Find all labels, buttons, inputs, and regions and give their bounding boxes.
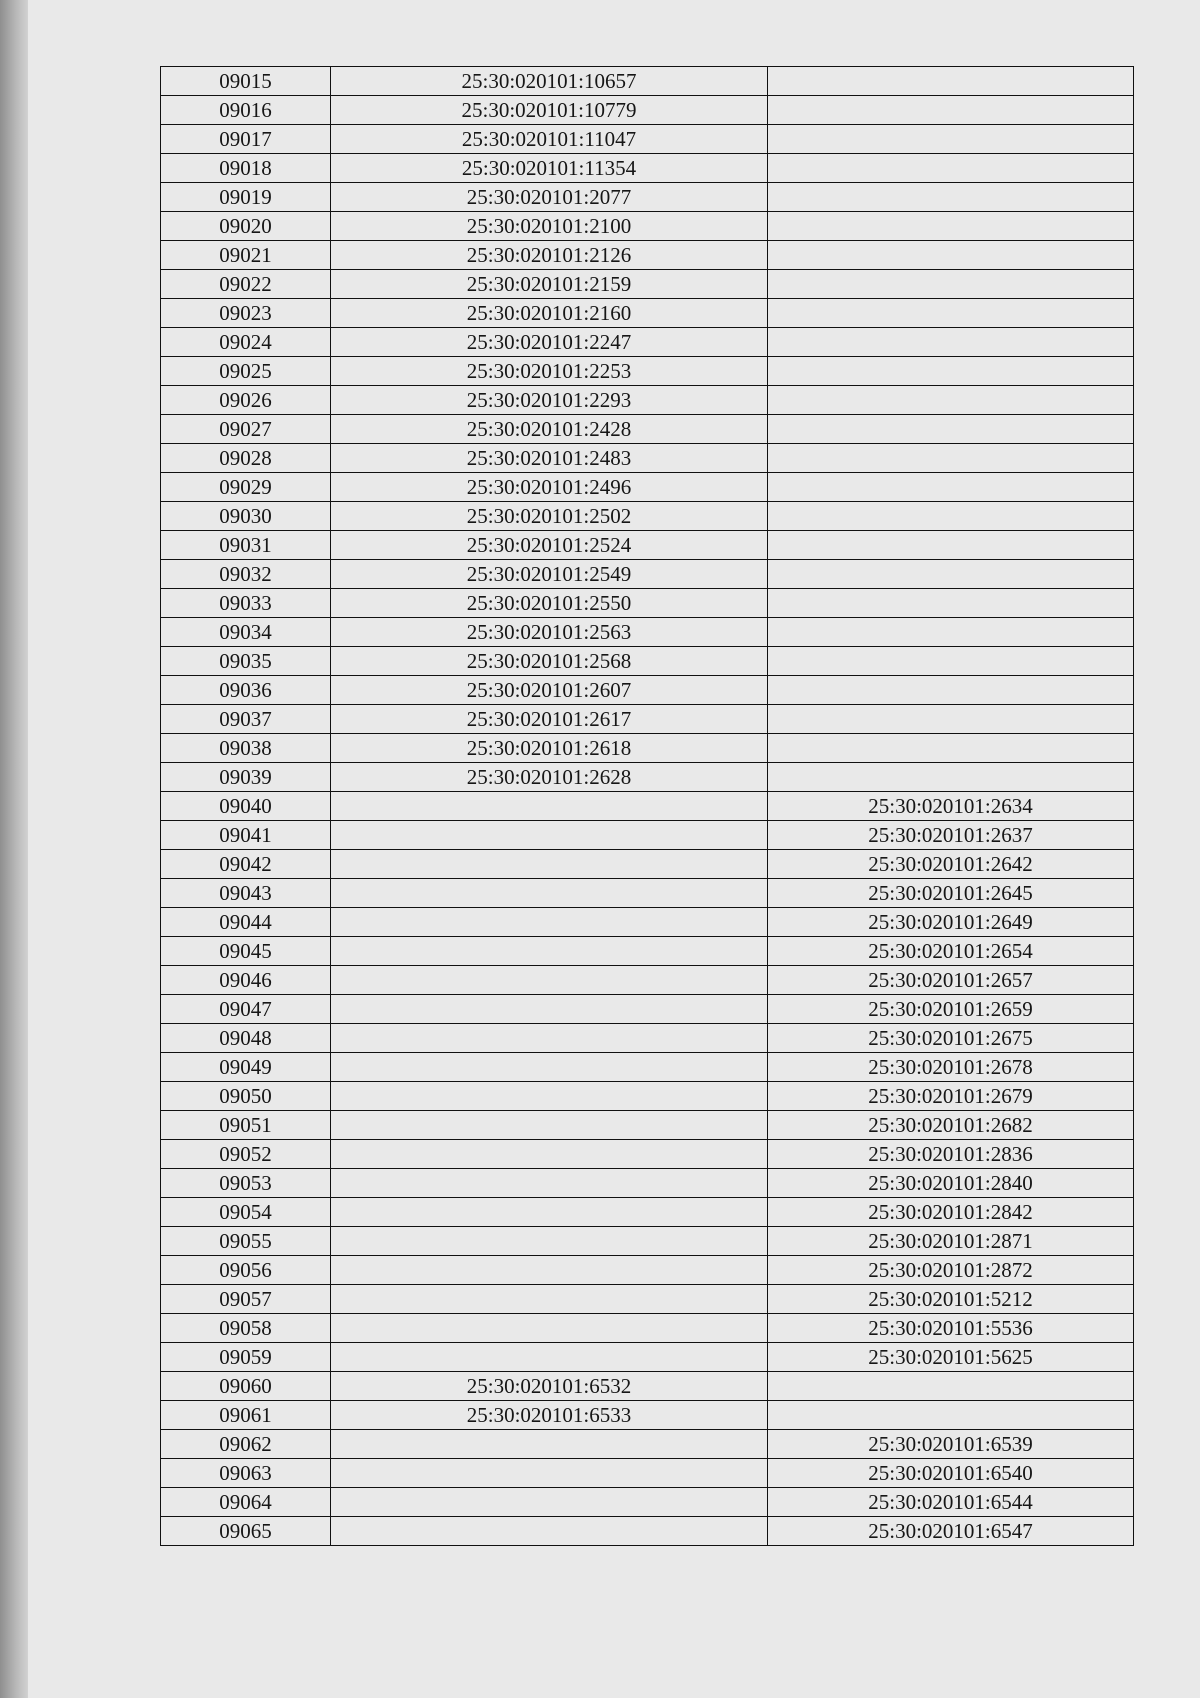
cadastral-number-cell-b xyxy=(768,647,1134,676)
cadastral-number-cell-a xyxy=(331,966,768,995)
cadastral-number-cell-a: 25:30:020101:11047 xyxy=(331,125,768,154)
cadastral-number-cell-b: 25:30:020101:5625 xyxy=(768,1343,1134,1372)
row-number-cell: 09035 xyxy=(161,647,331,676)
row-number-cell: 09058 xyxy=(161,1314,331,1343)
row-number-cell: 09032 xyxy=(161,560,331,589)
cadastral-number-cell-b: 25:30:020101:5536 xyxy=(768,1314,1134,1343)
cadastral-number-cell-a: 25:30:020101:2550 xyxy=(331,589,768,618)
row-number-cell: 09024 xyxy=(161,328,331,357)
row-number-cell: 09047 xyxy=(161,995,331,1024)
cadastral-number-cell-b: 25:30:020101:2842 xyxy=(768,1198,1134,1227)
cadastral-number-cell-b xyxy=(768,241,1134,270)
table-row xyxy=(161,937,1134,966)
row-number-cell: 09065 xyxy=(161,1517,331,1546)
cadastral-number-cell-b xyxy=(768,560,1134,589)
row-number-cell: 09038 xyxy=(161,734,331,763)
row-number-cell: 09019 xyxy=(161,183,331,212)
row-number-cell: 09018 xyxy=(161,154,331,183)
cadastral-number-cell-a: 25:30:020101:10779 xyxy=(331,96,768,125)
table-row xyxy=(161,763,1134,792)
cadastral-number-cell-b: 25:30:020101:2679 xyxy=(768,1082,1134,1111)
cadastral-number-cell-b xyxy=(768,125,1134,154)
cadastral-number-table xyxy=(160,66,1134,1546)
row-number-cell: 09034 xyxy=(161,618,331,647)
row-number-cell: 09026 xyxy=(161,386,331,415)
row-number-cell: 09028 xyxy=(161,444,331,473)
cadastral-number-cell-b xyxy=(768,67,1134,96)
table-row xyxy=(161,908,1134,937)
cadastral-number-cell-a xyxy=(331,792,768,821)
row-number-cell: 09041 xyxy=(161,821,331,850)
cadastral-number-cell-b xyxy=(768,270,1134,299)
row-number-cell: 09049 xyxy=(161,1053,331,1082)
row-number-cell: 09027 xyxy=(161,415,331,444)
row-number-cell: 09022 xyxy=(161,270,331,299)
cadastral-number-cell-a xyxy=(331,1024,768,1053)
table-row xyxy=(161,734,1134,763)
table-row xyxy=(161,560,1134,589)
row-number-cell: 09033 xyxy=(161,589,331,618)
table-row xyxy=(161,386,1134,415)
table-row xyxy=(161,1343,1134,1372)
cadastral-number-cell-a xyxy=(331,1082,768,1111)
cadastral-number-cell-b xyxy=(768,183,1134,212)
cadastral-number-cell-a xyxy=(331,1488,768,1517)
cadastral-number-cell-b xyxy=(768,96,1134,125)
row-number-cell: 09017 xyxy=(161,125,331,154)
cadastral-number-cell-a: 25:30:020101:2563 xyxy=(331,618,768,647)
cadastral-number-cell-a xyxy=(331,1053,768,1082)
cadastral-number-cell-b xyxy=(768,386,1134,415)
cadastral-number-cell-b: 25:30:020101:2871 xyxy=(768,1227,1134,1256)
table-row xyxy=(161,415,1134,444)
cadastral-number-cell-a: 25:30:020101:2100 xyxy=(331,212,768,241)
cadastral-number-cell-a xyxy=(331,1459,768,1488)
cadastral-number-cell-a: 25:30:020101:2607 xyxy=(331,676,768,705)
cadastral-number-cell-a: 25:30:020101:11354 xyxy=(331,154,768,183)
row-number-cell: 09037 xyxy=(161,705,331,734)
cadastral-number-cell-a xyxy=(331,937,768,966)
table-row xyxy=(161,647,1134,676)
cadastral-number-cell-b: 25:30:020101:2682 xyxy=(768,1111,1134,1140)
table-row xyxy=(161,1227,1134,1256)
table-row xyxy=(161,212,1134,241)
row-number-cell: 09023 xyxy=(161,299,331,328)
row-number-cell: 09016 xyxy=(161,96,331,125)
cadastral-number-cell-b xyxy=(768,415,1134,444)
table-row xyxy=(161,270,1134,299)
cadastral-number-cell-b: 25:30:020101:2659 xyxy=(768,995,1134,1024)
table-row xyxy=(161,792,1134,821)
cadastral-number-cell-a: 25:30:020101:2293 xyxy=(331,386,768,415)
row-number-cell: 09055 xyxy=(161,1227,331,1256)
cadastral-number-cell-a xyxy=(331,908,768,937)
table-row xyxy=(161,879,1134,908)
cadastral-number-cell-b xyxy=(768,357,1134,386)
cadastral-number-cell-a xyxy=(331,850,768,879)
cadastral-number-cell-b: 25:30:020101:2675 xyxy=(768,1024,1134,1053)
row-number-cell: 09029 xyxy=(161,473,331,502)
table-row xyxy=(161,357,1134,386)
row-number-cell: 09039 xyxy=(161,763,331,792)
table-row xyxy=(161,995,1134,1024)
table-row xyxy=(161,1024,1134,1053)
row-number-cell: 09051 xyxy=(161,1111,331,1140)
cadastral-number-cell-b xyxy=(768,1372,1134,1401)
row-number-cell: 09020 xyxy=(161,212,331,241)
cadastral-number-cell-b: 25:30:020101:6544 xyxy=(768,1488,1134,1517)
cadastral-number-cell-b xyxy=(768,444,1134,473)
cadastral-number-cell-b: 25:30:020101:2836 xyxy=(768,1140,1134,1169)
table-row xyxy=(161,1169,1134,1198)
row-number-cell: 09031 xyxy=(161,531,331,560)
cadastral-number-cell-a: 25:30:020101:2496 xyxy=(331,473,768,502)
row-number-cell: 09030 xyxy=(161,502,331,531)
row-number-cell: 09061 xyxy=(161,1401,331,1430)
row-number-cell: 09015 xyxy=(161,67,331,96)
row-number-cell: 09053 xyxy=(161,1169,331,1198)
cadastral-number-cell-a xyxy=(331,821,768,850)
cadastral-number-cell-a xyxy=(331,1198,768,1227)
cadastral-number-cell-a xyxy=(331,995,768,1024)
cadastral-number-cell-a: 25:30:020101:2247 xyxy=(331,328,768,357)
cadastral-number-cell-a: 25:30:020101:2617 xyxy=(331,705,768,734)
table-row xyxy=(161,1372,1134,1401)
cadastral-number-cell-a xyxy=(331,1227,768,1256)
row-number-cell: 09045 xyxy=(161,937,331,966)
table-row xyxy=(161,821,1134,850)
table-row xyxy=(161,125,1134,154)
cadastral-number-cell-b xyxy=(768,299,1134,328)
table-row xyxy=(161,1517,1134,1546)
table-row xyxy=(161,705,1134,734)
row-number-cell: 09059 xyxy=(161,1343,331,1372)
cadastral-number-cell-b: 25:30:020101:5212 xyxy=(768,1285,1134,1314)
table-row xyxy=(161,502,1134,531)
row-number-cell: 09062 xyxy=(161,1430,331,1459)
cadastral-number-cell-b: 25:30:020101:2645 xyxy=(768,879,1134,908)
row-number-cell: 09043 xyxy=(161,879,331,908)
cadastral-number-cell-b: 25:30:020101:2642 xyxy=(768,850,1134,879)
table-row xyxy=(161,1082,1134,1111)
table-row xyxy=(161,473,1134,502)
cadastral-number-cell-a: 25:30:020101:6532 xyxy=(331,1372,768,1401)
cadastral-number-cell-a: 25:30:020101:10657 xyxy=(331,67,768,96)
cadastral-number-cell-b xyxy=(768,1401,1134,1430)
row-number-cell: 09054 xyxy=(161,1198,331,1227)
table-row xyxy=(161,589,1134,618)
cadastral-number-cell-b: 25:30:020101:6547 xyxy=(768,1517,1134,1546)
cadastral-number-cell-b: 25:30:020101:2637 xyxy=(768,821,1134,850)
cadastral-number-cell-b xyxy=(768,212,1134,241)
cadastral-number-cell-a: 25:30:020101:2524 xyxy=(331,531,768,560)
table-row xyxy=(161,1430,1134,1459)
row-number-cell: 09057 xyxy=(161,1285,331,1314)
cadastral-number-cell-a xyxy=(331,1285,768,1314)
table-row xyxy=(161,96,1134,125)
table-row xyxy=(161,444,1134,473)
cadastral-number-cell-a xyxy=(331,1343,768,1372)
table-row xyxy=(161,618,1134,647)
row-number-cell: 09052 xyxy=(161,1140,331,1169)
cadastral-number-cell-b: 25:30:020101:2872 xyxy=(768,1256,1134,1285)
scan-edge-shadow xyxy=(0,0,30,1698)
cadastral-number-cell-b xyxy=(768,618,1134,647)
cadastral-number-cell-a xyxy=(331,1517,768,1546)
cadastral-number-cell-b xyxy=(768,763,1134,792)
table-body xyxy=(161,67,1134,1546)
cadastral-number-cell-b xyxy=(768,154,1134,183)
table-row xyxy=(161,1401,1134,1430)
cadastral-number-cell-a: 25:30:020101:2549 xyxy=(331,560,768,589)
cadastral-number-cell-b xyxy=(768,589,1134,618)
row-number-cell: 09025 xyxy=(161,357,331,386)
row-number-cell: 09036 xyxy=(161,676,331,705)
table-row xyxy=(161,1314,1134,1343)
cadastral-number-cell-b xyxy=(768,328,1134,357)
cadastral-number-cell-a xyxy=(331,1111,768,1140)
cadastral-number-cell-a: 25:30:020101:2159 xyxy=(331,270,768,299)
cadastral-number-cell-a xyxy=(331,1169,768,1198)
cadastral-number-cell-b: 25:30:020101:2840 xyxy=(768,1169,1134,1198)
row-number-cell: 09040 xyxy=(161,792,331,821)
cadastral-number-cell-a xyxy=(331,1256,768,1285)
table-row xyxy=(161,850,1134,879)
cadastral-number-cell-a: 25:30:020101:6533 xyxy=(331,1401,768,1430)
table-row xyxy=(161,1285,1134,1314)
cadastral-number-cell-a xyxy=(331,879,768,908)
table-row xyxy=(161,1459,1134,1488)
cadastral-number-cell-a: 25:30:020101:2618 xyxy=(331,734,768,763)
cadastral-number-cell-b xyxy=(768,531,1134,560)
table-row xyxy=(161,966,1134,995)
cadastral-number-cell-b: 25:30:020101:6539 xyxy=(768,1430,1134,1459)
row-number-cell: 09048 xyxy=(161,1024,331,1053)
table-row xyxy=(161,328,1134,357)
cadastral-number-cell-a: 25:30:020101:2428 xyxy=(331,415,768,444)
row-number-cell: 09060 xyxy=(161,1372,331,1401)
table-row xyxy=(161,531,1134,560)
cadastral-number-cell-b: 25:30:020101:2634 xyxy=(768,792,1134,821)
cadastral-number-cell-b xyxy=(768,734,1134,763)
row-number-cell: 09050 xyxy=(161,1082,331,1111)
row-number-cell: 09044 xyxy=(161,908,331,937)
cadastral-number-cell-b: 25:30:020101:2678 xyxy=(768,1053,1134,1082)
cadastral-number-cell-b: 25:30:020101:2657 xyxy=(768,966,1134,995)
cadastral-number-cell-a xyxy=(331,1314,768,1343)
cadastral-number-cell-b: 25:30:020101:2649 xyxy=(768,908,1134,937)
cadastral-number-cell-a: 25:30:020101:2126 xyxy=(331,241,768,270)
table-row xyxy=(161,299,1134,328)
row-number-cell: 09056 xyxy=(161,1256,331,1285)
cadastral-number-cell-b xyxy=(768,502,1134,531)
table-row xyxy=(161,1111,1134,1140)
table-row xyxy=(161,1488,1134,1517)
table-row xyxy=(161,1140,1134,1169)
cadastral-number-cell-a: 25:30:020101:2568 xyxy=(331,647,768,676)
table-row xyxy=(161,183,1134,212)
table-row xyxy=(161,1198,1134,1227)
cadastral-number-cell-a: 25:30:020101:2077 xyxy=(331,183,768,212)
table-row xyxy=(161,1053,1134,1082)
cadastral-number-cell-a: 25:30:020101:2483 xyxy=(331,444,768,473)
cadastral-number-cell-a xyxy=(331,1140,768,1169)
cadastral-number-cell-b: 25:30:020101:6540 xyxy=(768,1459,1134,1488)
table-row xyxy=(161,1256,1134,1285)
cadastral-number-cell-b xyxy=(768,676,1134,705)
row-number-cell: 09064 xyxy=(161,1488,331,1517)
cadastral-number-cell-b xyxy=(768,705,1134,734)
cadastral-number-cell-a: 25:30:020101:2253 xyxy=(331,357,768,386)
cadastral-number-cell-a: 25:30:020101:2502 xyxy=(331,502,768,531)
cadastral-number-cell-a: 25:30:020101:2628 xyxy=(331,763,768,792)
row-number-cell: 09063 xyxy=(161,1459,331,1488)
table-row xyxy=(161,241,1134,270)
cadastral-number-cell-a: 25:30:020101:2160 xyxy=(331,299,768,328)
row-number-cell: 09042 xyxy=(161,850,331,879)
table-row xyxy=(161,67,1134,96)
row-number-cell: 09021 xyxy=(161,241,331,270)
table-row xyxy=(161,676,1134,705)
cadastral-number-cell-a xyxy=(331,1430,768,1459)
cadastral-number-cell-b: 25:30:020101:2654 xyxy=(768,937,1134,966)
cadastral-number-cell-b xyxy=(768,473,1134,502)
table-row xyxy=(161,154,1134,183)
row-number-cell: 09046 xyxy=(161,966,331,995)
